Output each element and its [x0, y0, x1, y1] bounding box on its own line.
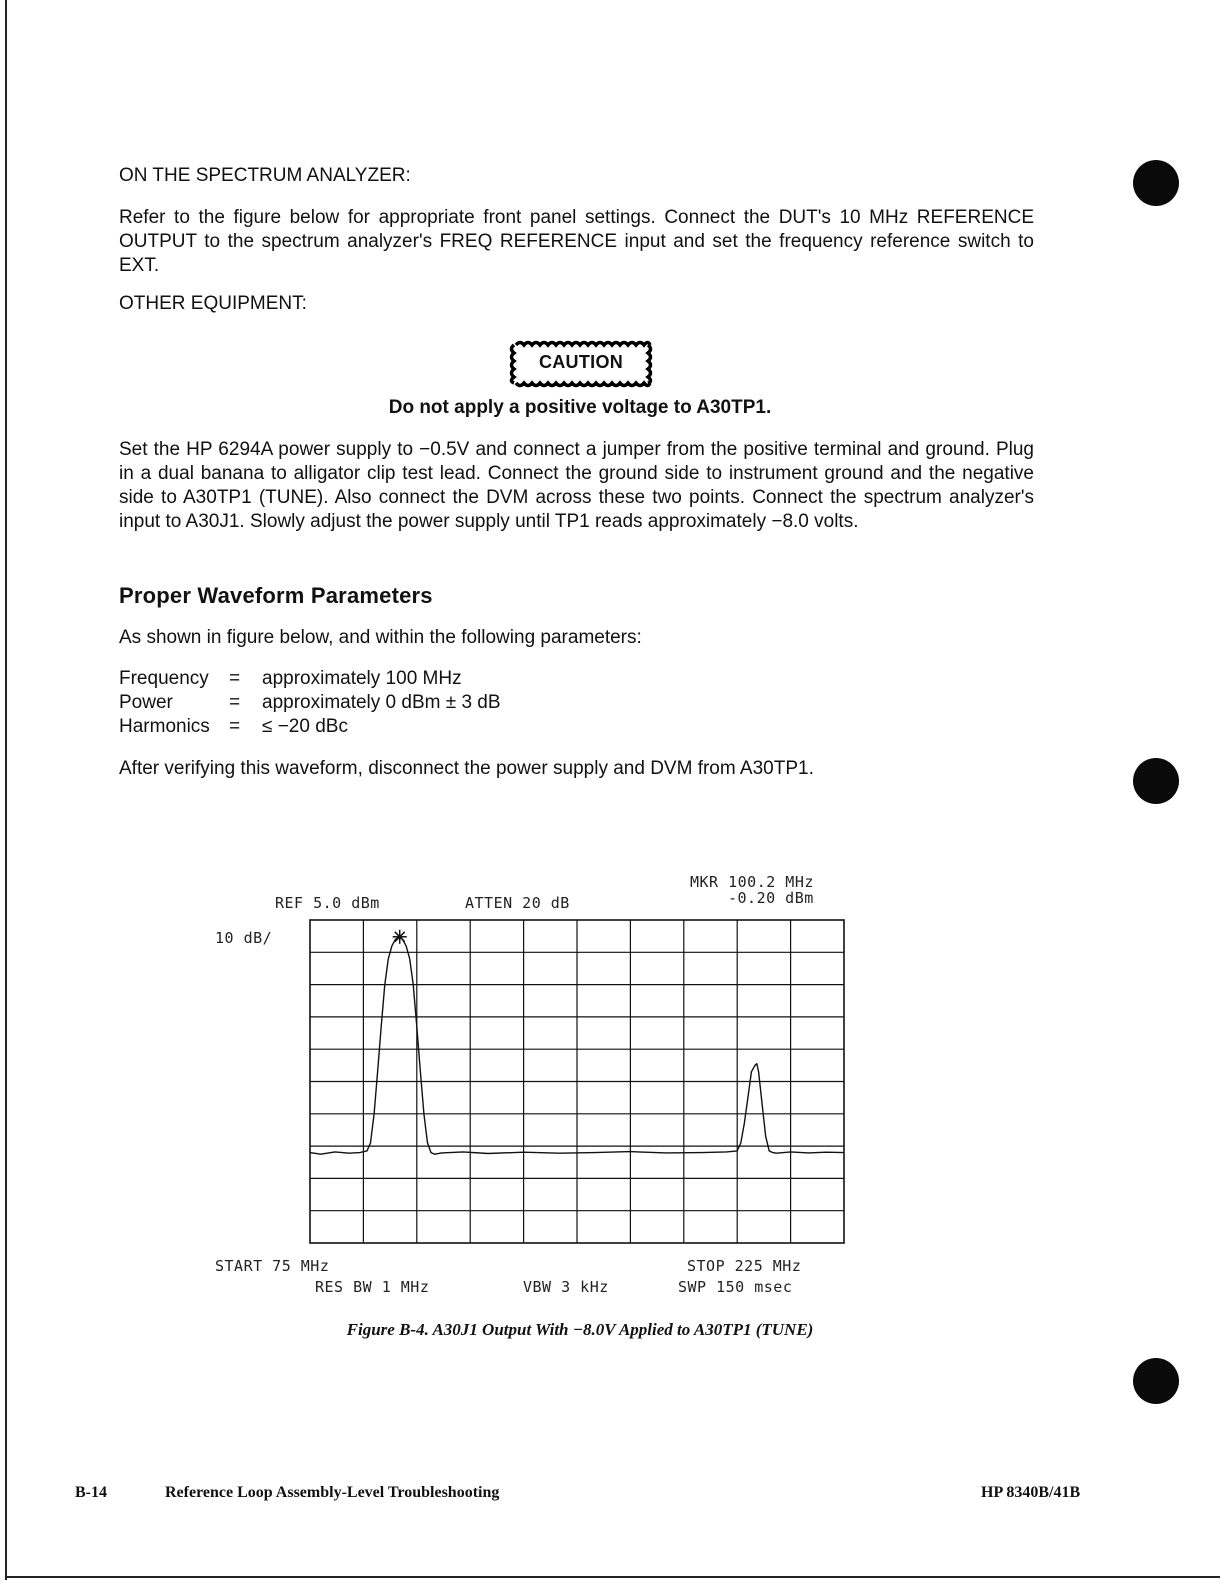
procedure-paragraph: Set the HP 6294A power supply to −0.5V and connect a jumper from the positive terminal and ground. Plug in a dual banana to alligator clip test lead. Connect the ground side to instrument ground and the negative side to A30TP1 (TUNE). Also connect the DVM across these two points. Connect the spectrum analyzer's input to A30J1. Slowly adjust the power supply until TP1 reads approximately −8.0 volts.	[119, 439, 1034, 532]
spectrum-plot	[200, 865, 860, 1305]
footer-model: HP 8340B/41B	[981, 1484, 1081, 1501]
param-equals: =	[229, 716, 241, 737]
caution-warning-text: Do not apply a positive voltage to A30TP1.	[388, 397, 772, 418]
param-label: Frequency	[119, 668, 209, 689]
figure-caption: Figure B-4. A30J1 Output With −8.0V Applied to A30TP1 (TUNE)	[346, 1320, 814, 1339]
marker-level-label: -0.20 dBm	[728, 889, 814, 907]
marker-icon	[393, 930, 407, 944]
caution-banner	[508, 339, 654, 389]
waveform-parameters	[119, 667, 501, 739]
param-value: approximately 100 MHz	[262, 668, 462, 689]
resolution-bandwidth-label: RES BW 1 MHz	[315, 1278, 430, 1296]
other-equipment-heading: OTHER EQUIPMENT:	[119, 293, 307, 314]
param-value: approximately 0 dBm ± 3 dB	[262, 692, 501, 713]
waveform-section-heading: Proper Waveform Parameters	[119, 583, 433, 608]
spectrum-analyzer-heading: ON THE SPECTRUM ANALYZER:	[119, 165, 411, 186]
page-left-border	[5, 0, 7, 1580]
param-row-frequency	[119, 667, 501, 691]
param-equals: =	[229, 692, 241, 713]
binder-hole-top	[1133, 160, 1179, 206]
video-bandwidth-label: VBW 3 kHz	[523, 1278, 609, 1296]
binder-hole-middle	[1133, 758, 1179, 804]
sweep-time-label: SWP 150 msec	[678, 1278, 793, 1296]
footer-page-number: B-14	[75, 1484, 107, 1501]
footer-section-title: Reference Loop Assembly-Level Troubleshooting	[165, 1484, 500, 1501]
attenuation-label: ATTEN 20 dB	[465, 894, 570, 912]
waveform-intro: As shown in figure below, and within the following parameters:	[119, 627, 642, 648]
caution-label: CAUTION	[538, 352, 624, 372]
param-equals: =	[229, 668, 241, 689]
spectrum-analyzer-instructions: Refer to the figure below for appropriate front panel settings. Connect the DUT's 10 MHz REFERENCE OUTPUT to the spectrum analyzer's FREQ REFERENCE input and set the frequency reference switch to EXT.	[119, 207, 1034, 276]
param-row-harmonics	[119, 715, 501, 739]
plot-grid	[310, 920, 844, 1243]
waveform-after-text: After verifying this waveform, disconnect the power supply and DVM from A30TP1.	[119, 758, 814, 779]
binder-hole-bottom	[1133, 1358, 1179, 1404]
spectrum-analyzer-display	[200, 865, 860, 1305]
marker-frequency-label: MKR 100.2 MHz	[690, 873, 814, 891]
start-frequency-label: START 75 MHz	[215, 1257, 330, 1275]
stop-frequency-label: STOP 225 MHz	[687, 1257, 802, 1275]
page-bottom-border	[5, 1576, 1220, 1578]
param-row-power	[119, 691, 501, 715]
param-value: ≤ −20 dBc	[262, 716, 348, 737]
param-label: Power	[119, 692, 173, 713]
param-label: Harmonics	[119, 716, 210, 737]
scale-label: 10 dB/	[215, 929, 273, 947]
reference-level-label: REF 5.0 dBm	[275, 894, 380, 912]
